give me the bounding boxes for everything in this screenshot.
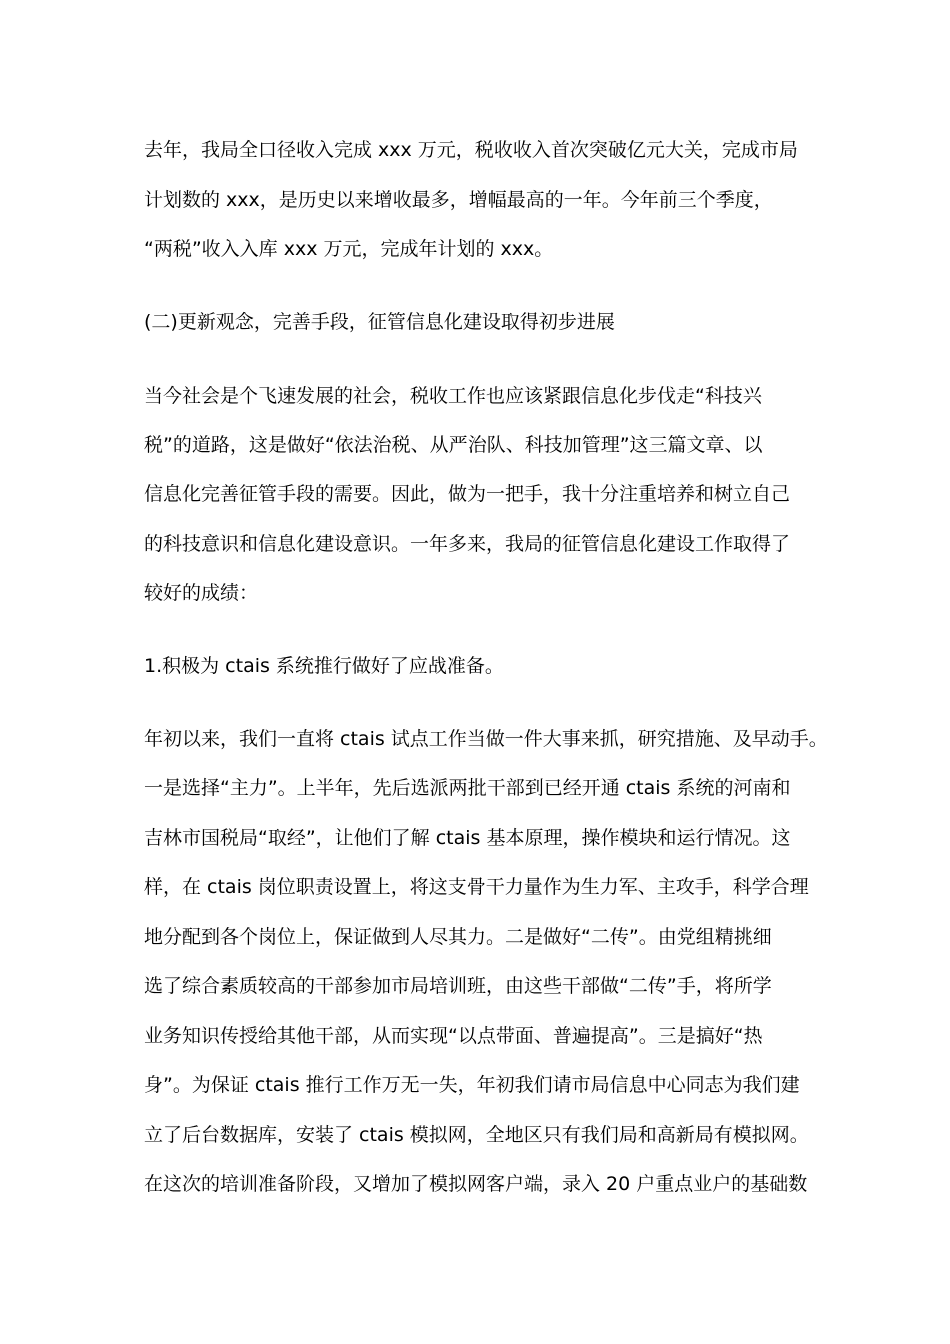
paragraph-5-line-7: 业务知识传授给其他干部，从而实现“以点带面、普遍提高”。三是搞好“热 <box>144 1025 763 1047</box>
paragraph-3-line-1: 当今社会是个飞速发展的社会，税收工作也应该紧跟信息化步伐走“科技兴 <box>144 385 762 407</box>
paragraph-5-line-5: 地分配到各个岗位上，保证做到人尽其力。二是做好“二传”。由党组精挑细 <box>144 926 772 948</box>
paragraph-5-line-10: 在这次的培训准备阶段，又增加了模拟网客户端，录入 20 户重点业户的基础数 <box>144 1173 808 1195</box>
paragraph-1-line-2: 计划数的 xxx，是历史以来增收最多，增幅最高的一年。今年前三个季度， <box>144 189 773 211</box>
section-heading: (二)更新观念，完善手段，征管信息化建设取得初步进展 <box>144 311 615 333</box>
paragraph-5-line-2: 一是选择“主力”。上半年，先后选派两批干部到已经开通 ctais 系统的河南和 <box>144 777 791 799</box>
paragraph-1-line-3: “两税”收入入库 xxx 万元，完成年计划的 xxx。 <box>144 238 554 260</box>
paragraph-3-line-5: 较好的成绩： <box>144 582 259 604</box>
paragraph-3-line-4: 的科技意识和信息化建设意识。一年多来，我局的征管信息化建设工作取得了 <box>144 533 791 555</box>
paragraph-3-line-2: 税”的道路，这是做好“依法治税、从严治队、科技加管理”这三篇文章、以 <box>144 434 763 456</box>
paragraph-5-line-9: 立了后台数据库，安装了 ctais 模拟网，全地区只有我们局和高新局有模拟网。 <box>144 1124 809 1146</box>
paragraph-5-line-6: 选了综合素质较高的干部参加市局培训班，由这些干部做“二传”手，将所学 <box>144 975 772 997</box>
paragraph-1-line-1: 去年，我局全口径收入完成 xxx 万元，税收收入首次突破亿元大关，完成市局 <box>144 139 798 161</box>
paragraph-5-line-3: 吉林市国税局“取经”，让他们了解 ctais 基本原理，操作模块和运行情况。这 <box>144 827 791 849</box>
paragraph-5-line-1: 年初以来，我们一直将 ctais 试点工作当做一件大事来抓，研究措施、及早动手。 <box>144 728 828 750</box>
paragraph-5-line-4: 样，在 ctais 岗位职责设置上，将这支骨干力量作为生力军、主攻手，科学合理 <box>144 876 809 898</box>
sub-heading: 1.积极为 ctais 系统推行做好了应战准备。 <box>144 655 504 677</box>
paragraph-3-line-3: 信息化完善征管手段的需要。因此，做为一把手，我十分注重培养和树立自己 <box>144 483 791 505</box>
paragraph-5-line-8: 身”。为保证 ctais 推行工作万无一失，年初我们请市局信息中心同志为我们建 <box>144 1074 800 1096</box>
